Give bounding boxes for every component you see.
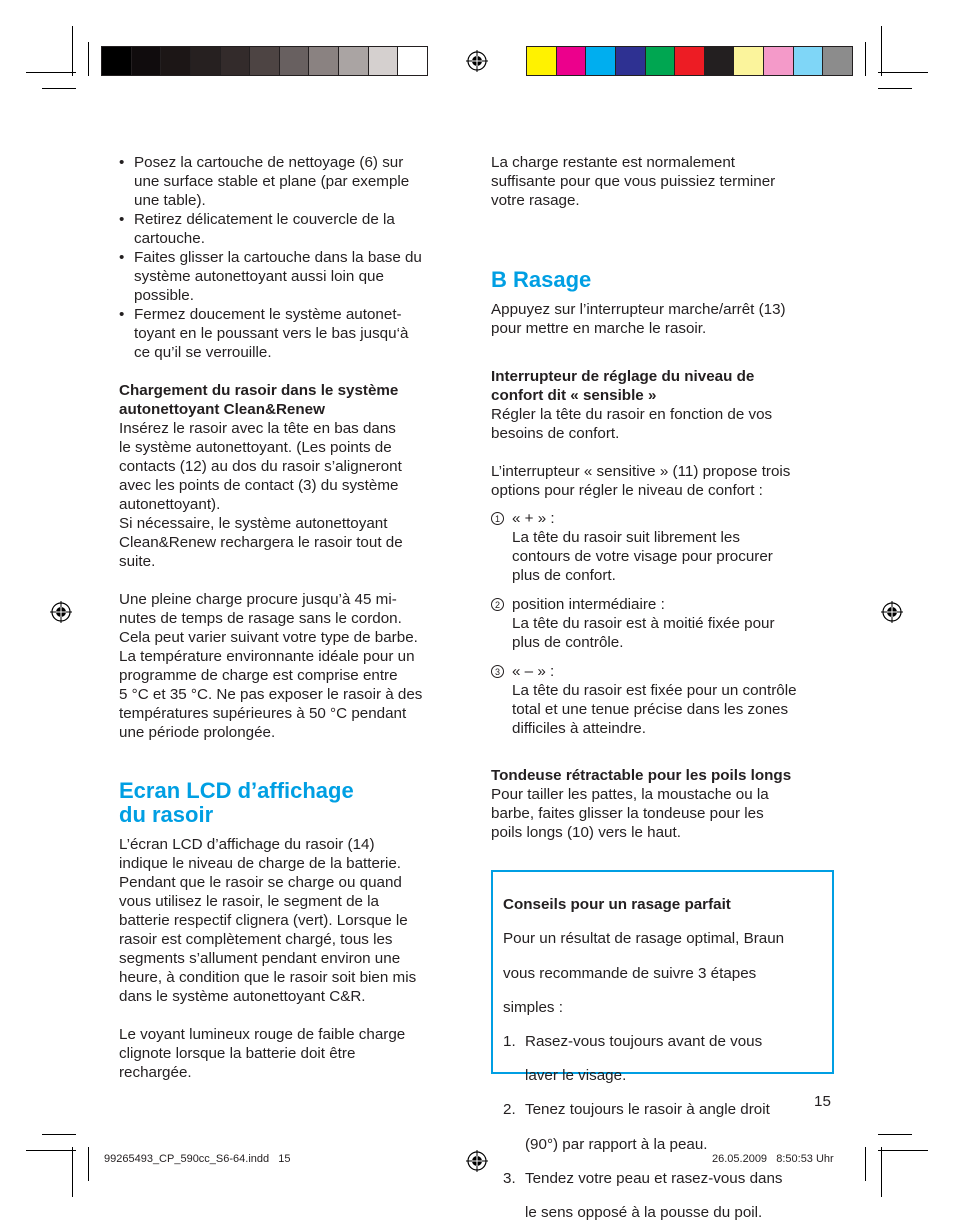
crop-mark [72, 26, 73, 76]
crop-mark [865, 42, 866, 76]
text-line: segments s’allument pendant environ une [119, 950, 401, 967]
text-line: La charge restante est normalement [491, 154, 735, 171]
text-line: contacts (12) au dos du rasoir s’aligneront [119, 458, 402, 475]
option-item [491, 595, 836, 652]
text-line: Si nécessaire, le système autonettoyant [119, 515, 388, 532]
color-swatch [280, 47, 310, 75]
process-color-bar [526, 46, 853, 76]
crop-mark [26, 72, 76, 73]
text-line: Régler la tête du rasoir en fonction de vos [491, 406, 773, 423]
text-line: L’écran LCD d’affichage du rasoir (14) [119, 836, 375, 853]
text-line: contours de votre visage pour procurer [512, 548, 773, 565]
text-line: Insérez le rasoir avec la tête en bas dans [119, 420, 396, 437]
text-line: rasoir est complètement chargé, tous les [119, 931, 393, 948]
registration-mark-icon [466, 50, 488, 72]
text-line: clignote lorsque la batterie doit être [119, 1045, 356, 1062]
section-heading: B Rasage [491, 267, 592, 292]
registration-mark-icon [466, 1150, 488, 1172]
circled-number-icon: 3 [491, 665, 504, 678]
crop-mark [26, 1150, 76, 1151]
text-line: cartouche. [134, 230, 205, 247]
text-line: nutes de temps de rasage sans le cordon. [119, 610, 402, 627]
color-swatch [309, 47, 339, 75]
text-line: Clean&Renew rechargera le rasoir tout de [119, 534, 403, 551]
text-line: toyant en le poussant vers le bas jusqu‘à [134, 325, 409, 342]
text-line: Faites glisser la cartouche dans la base du [134, 249, 422, 266]
circled-number-icon: 2 [491, 598, 504, 611]
crop-mark [88, 42, 89, 76]
text-line: plus de contrôle. [512, 634, 624, 651]
text-line: autonettoyant). [119, 496, 221, 513]
crop-mark [881, 1147, 882, 1197]
bullet-item [119, 153, 464, 210]
text-line: programme de charge est comprise entre [119, 667, 398, 684]
color-swatch [398, 47, 427, 75]
text-line: Pendant que le rasoir se charge ou quand [119, 874, 402, 891]
crop-mark [878, 88, 912, 89]
grayscale-color-bar [101, 46, 428, 76]
option-label: « – » : [512, 663, 555, 680]
bullet-icon: • [119, 249, 125, 266]
left-column [119, 153, 464, 1082]
text-line: besoins de confort. [491, 425, 620, 442]
color-swatch [557, 47, 587, 75]
bullet-item [119, 248, 464, 305]
text-line: suite. [119, 553, 156, 570]
registration-mark-icon [50, 601, 72, 623]
section-subheading: autonettoyant Clean&Renew [119, 401, 325, 418]
text-line: La tête du rasoir est fixée pour un contrôle [512, 682, 797, 699]
text-line: (90°) par rapport à la peau. [525, 1135, 708, 1153]
text-line: heure, à condition que le rasoir soit bien mis [119, 969, 417, 986]
color-swatch [339, 47, 369, 75]
slug-filename: 99265493_CP_590cc_S6-64.indd 15 [104, 1153, 291, 1165]
color-swatch [221, 47, 251, 75]
color-swatch [734, 47, 764, 75]
crop-mark [42, 88, 76, 89]
color-swatch [675, 47, 705, 75]
text-line: Pour tailler les pattes, la moustache ou la [491, 786, 769, 803]
page-number: 15 [814, 1093, 831, 1110]
text-line: La tête du rasoir suit librement les [512, 529, 740, 546]
crop-mark [72, 1147, 73, 1197]
text-line: barbe, faites glisser la tondeuse pour les [491, 805, 764, 822]
text-line: indique le niveau de charge de la batterie. [119, 855, 402, 872]
numbered-step [503, 1100, 822, 1153]
text-line: poils longs (10) vers le haut. [491, 824, 681, 841]
text-line: 5 °C et 35 °C. Ne pas exposer le rasoir à des [119, 686, 423, 703]
crop-mark [881, 26, 882, 76]
color-swatch [586, 47, 616, 75]
text-line: La tête du rasoir est à moitié fixée pour [512, 615, 775, 632]
color-swatch [250, 47, 280, 75]
option-item [491, 662, 836, 738]
crop-mark [88, 1147, 89, 1181]
option-item [491, 509, 836, 585]
bullet-icon: • [119, 154, 125, 171]
step-number: 2. [503, 1101, 516, 1119]
slug-timestamp: 26.05.2009 8:50:53 Uhr [712, 1153, 834, 1165]
text-line: Posez la cartouche de nettoyage (6) sur [134, 154, 404, 171]
text-line: Cela peut varier suivant votre type de barbe. [119, 629, 418, 646]
bullet-item [119, 305, 464, 362]
bullet-icon: • [119, 211, 125, 228]
tips-heading: Conseils pour un rasage parfait [503, 896, 731, 914]
text-line: Rasez-vous toujours avant de vous [525, 1032, 763, 1050]
text-line: simples : [503, 998, 563, 1016]
bullet-item [119, 210, 464, 248]
text-line: rechargée. [119, 1064, 192, 1081]
color-swatch [764, 47, 794, 75]
text-line: pour mettre en marche le rasoir. [491, 320, 707, 337]
section-heading: du rasoir [119, 802, 214, 827]
text-line: vous utilisez le rasoir, le segment de la [119, 893, 380, 910]
text-line: L’interrupteur « sensitive » (11) propose trois [491, 463, 791, 480]
text-line: La température environnante idéale pour un [119, 648, 415, 665]
text-line: difficiles à atteindre. [512, 720, 646, 737]
step-number: 3. [503, 1169, 516, 1187]
text-line: une surface stable et plane (par exemple [134, 173, 410, 190]
text-line: températures supérieures à 50 °C pendant [119, 705, 407, 722]
text-line: suffisante pour que vous puissiez terminer [491, 173, 776, 190]
section-heading: Ecran LCD d’affichage [119, 778, 354, 803]
text-line: Tenez toujours le rasoir à angle droit [525, 1101, 770, 1119]
numbered-step [503, 1032, 822, 1085]
registration-mark-icon [881, 601, 903, 623]
text-line: Pour un résultat de rasage optimal, Braun [503, 930, 785, 948]
color-swatch [794, 47, 824, 75]
section-subheading: confort dit « sensible » [491, 387, 657, 404]
color-swatch [191, 47, 221, 75]
color-swatch [823, 47, 852, 75]
text-line: Une pleine charge procure jusqu’à 45 mi- [119, 591, 397, 608]
text-line: votre rasage. [491, 192, 580, 209]
text-line: vous recommande de suivre 3 étapes [503, 964, 757, 982]
numbered-step [503, 1169, 822, 1222]
text-line: Retirez délicatement le couvercle de la [134, 211, 395, 228]
option-label: position intermédiaire : [512, 596, 665, 613]
option-label: « + » : [512, 510, 555, 527]
text-line: le sens opposé à la pousse du poil. [525, 1203, 763, 1221]
text-line: dans le système autonettoyant C&R. [119, 988, 366, 1005]
text-line: Le voyant lumineux rouge de faible charge [119, 1026, 406, 1043]
text-line: avec les points de contact (3) du système [119, 477, 399, 494]
crop-mark [865, 1147, 866, 1181]
color-swatch [527, 47, 557, 75]
step-number: 1. [503, 1032, 516, 1050]
text-line: plus de confort. [512, 567, 616, 584]
color-swatch [132, 47, 162, 75]
text-line: possible. [134, 287, 194, 304]
text-line: une période prolongée. [119, 724, 276, 741]
text-line: options pour régler le niveau de confort : [491, 482, 763, 499]
text-line: une table). [134, 192, 206, 209]
color-swatch [161, 47, 191, 75]
right-column [491, 153, 836, 842]
section-subheading: Interrupteur de réglage du niveau de [491, 368, 755, 385]
crop-mark [878, 1134, 912, 1135]
color-swatch [705, 47, 735, 75]
text-line: Fermez doucement le système autonet- [134, 306, 402, 323]
text-line: le système autonettoyant. (Les points de [119, 439, 392, 456]
color-swatch [102, 47, 132, 75]
crop-mark [878, 1150, 928, 1151]
section-subheading: Chargement du rasoir dans le système [119, 382, 399, 399]
color-swatch [616, 47, 646, 75]
text-line: Appuyez sur l’interrupteur marche/arrêt (13) [491, 301, 786, 318]
circled-number-icon: 1 [491, 512, 504, 525]
text-line: total et une tenue précise dans les zones [512, 701, 789, 718]
crop-mark [878, 72, 928, 73]
text-line: Tendez votre peau et rasez-vous dans [525, 1169, 783, 1187]
crop-mark [42, 1134, 76, 1135]
bullet-icon: • [119, 306, 125, 323]
color-swatch [646, 47, 676, 75]
section-subheading: Tondeuse rétractable pour les poils longs [491, 767, 792, 784]
text-line: ce qu’il se verrouille. [134, 344, 272, 361]
color-swatch [369, 47, 399, 75]
text-line: laver le visage. [525, 1067, 627, 1085]
text-line: batterie respectif clignera (vert). Lorsque le [119, 912, 408, 929]
text-line: système autonettoyant aussi loin que [134, 268, 384, 285]
